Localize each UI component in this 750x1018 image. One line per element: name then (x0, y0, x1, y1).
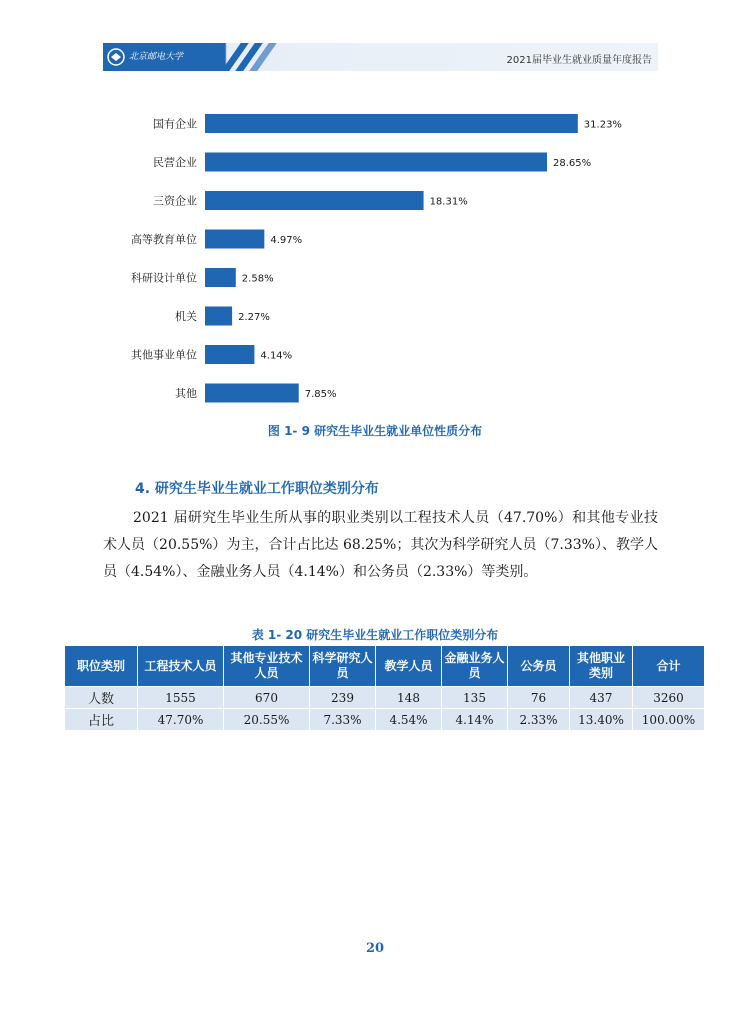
table-cell: 76 (508, 687, 570, 709)
category-label: 三资企业 (153, 194, 197, 208)
table-header-cell: 工程技术人员 (138, 646, 224, 687)
bar (205, 307, 232, 326)
table-cell: 100.00% (633, 709, 705, 731)
category-label: 其他 (175, 387, 197, 400)
table-cell: 670 (224, 687, 310, 709)
job-category-table (64, 645, 705, 731)
document-title: 2021届毕业生就业质量年度报告 (506, 55, 652, 66)
table-header-cell: 其他专业技术人员 (224, 646, 310, 687)
value-label: 4.97% (270, 235, 303, 246)
category-label: 其他事业单位 (131, 348, 197, 362)
category-label: 科研设计单位 (131, 271, 197, 285)
table-header-cell: 职位类别 (65, 646, 138, 687)
table-cell: 148 (376, 687, 442, 709)
table-cell: 20.55% (224, 709, 310, 731)
bar (205, 153, 547, 172)
table-header-cell: 科学研究人员 (310, 646, 376, 687)
table-cell: 239 (310, 687, 376, 709)
table-row (65, 687, 705, 709)
unit-nature-bar-chart (0, 100, 750, 420)
body-paragraph: 2021 届研究生毕业生所从事的职业类别以工程技术人员（47.70%）和其他专业技术人员（20.55%）为主，合计占比达 68.25%；其次为科学研究人员（7.33%）、教学人员（4.54%）、金融业务人员（4.14%）和公务员（2.33%）等类别。 (103, 510, 658, 580)
table-cell: 437 (570, 687, 633, 709)
bar (205, 230, 264, 249)
bar (205, 191, 424, 210)
category-label: 机关 (175, 310, 197, 323)
table-cell: 47.70% (138, 709, 224, 731)
page-header (103, 43, 658, 71)
table-header-cell: 教学人员 (376, 646, 442, 687)
value-label: 31.23% (583, 119, 622, 131)
value-label: 4.14% (260, 350, 293, 362)
table-caption: 表 1- 20 研究生毕业生就业工作职位类别分布 (251, 628, 499, 642)
value-label: 18.31% (429, 196, 468, 208)
table-header-cell: 其他职业类别 (570, 646, 633, 687)
category-label: 高等教育单位 (131, 233, 197, 246)
table-cell: 4.54% (376, 709, 442, 731)
table-cell: 7.33% (310, 709, 376, 731)
bar (205, 268, 236, 287)
table-cell: 135 (442, 687, 508, 709)
university-emblem-icon (107, 48, 125, 66)
row-label: 人数 (65, 687, 138, 709)
bar (205, 384, 299, 403)
logo-text: 北京邮电大学 (129, 52, 184, 62)
table-cell: 1555 (138, 687, 224, 709)
table-header-cell: 金融业务人员 (442, 646, 508, 687)
category-label: 民营企业 (153, 156, 197, 169)
university-logo (107, 46, 183, 68)
value-label: 7.85% (304, 389, 337, 400)
bar (205, 345, 254, 364)
page-number: 20 (365, 941, 385, 956)
bar (205, 114, 578, 133)
table-header-cell: 合计 (633, 646, 705, 687)
table-header-row (65, 646, 705, 687)
table-cell: 2.33% (508, 709, 570, 731)
row-label: 占比 (65, 709, 138, 731)
value-label: 2.27% (238, 312, 270, 323)
figure-caption: 图 1- 9 研究生毕业生就业单位性质分布 (267, 424, 483, 438)
table-cell: 4.14% (442, 709, 508, 731)
table-cell: 3260 (633, 687, 705, 709)
section-title: 4. 研究生毕业生就业工作职位类别分布 (135, 481, 379, 497)
value-label: 2.58% (241, 273, 274, 285)
table-row (65, 709, 705, 731)
table-header-cell: 公务员 (508, 646, 570, 687)
category-label: 国有企业 (153, 117, 197, 131)
value-label: 28.65% (553, 158, 592, 169)
table-cell: 13.40% (570, 709, 633, 731)
